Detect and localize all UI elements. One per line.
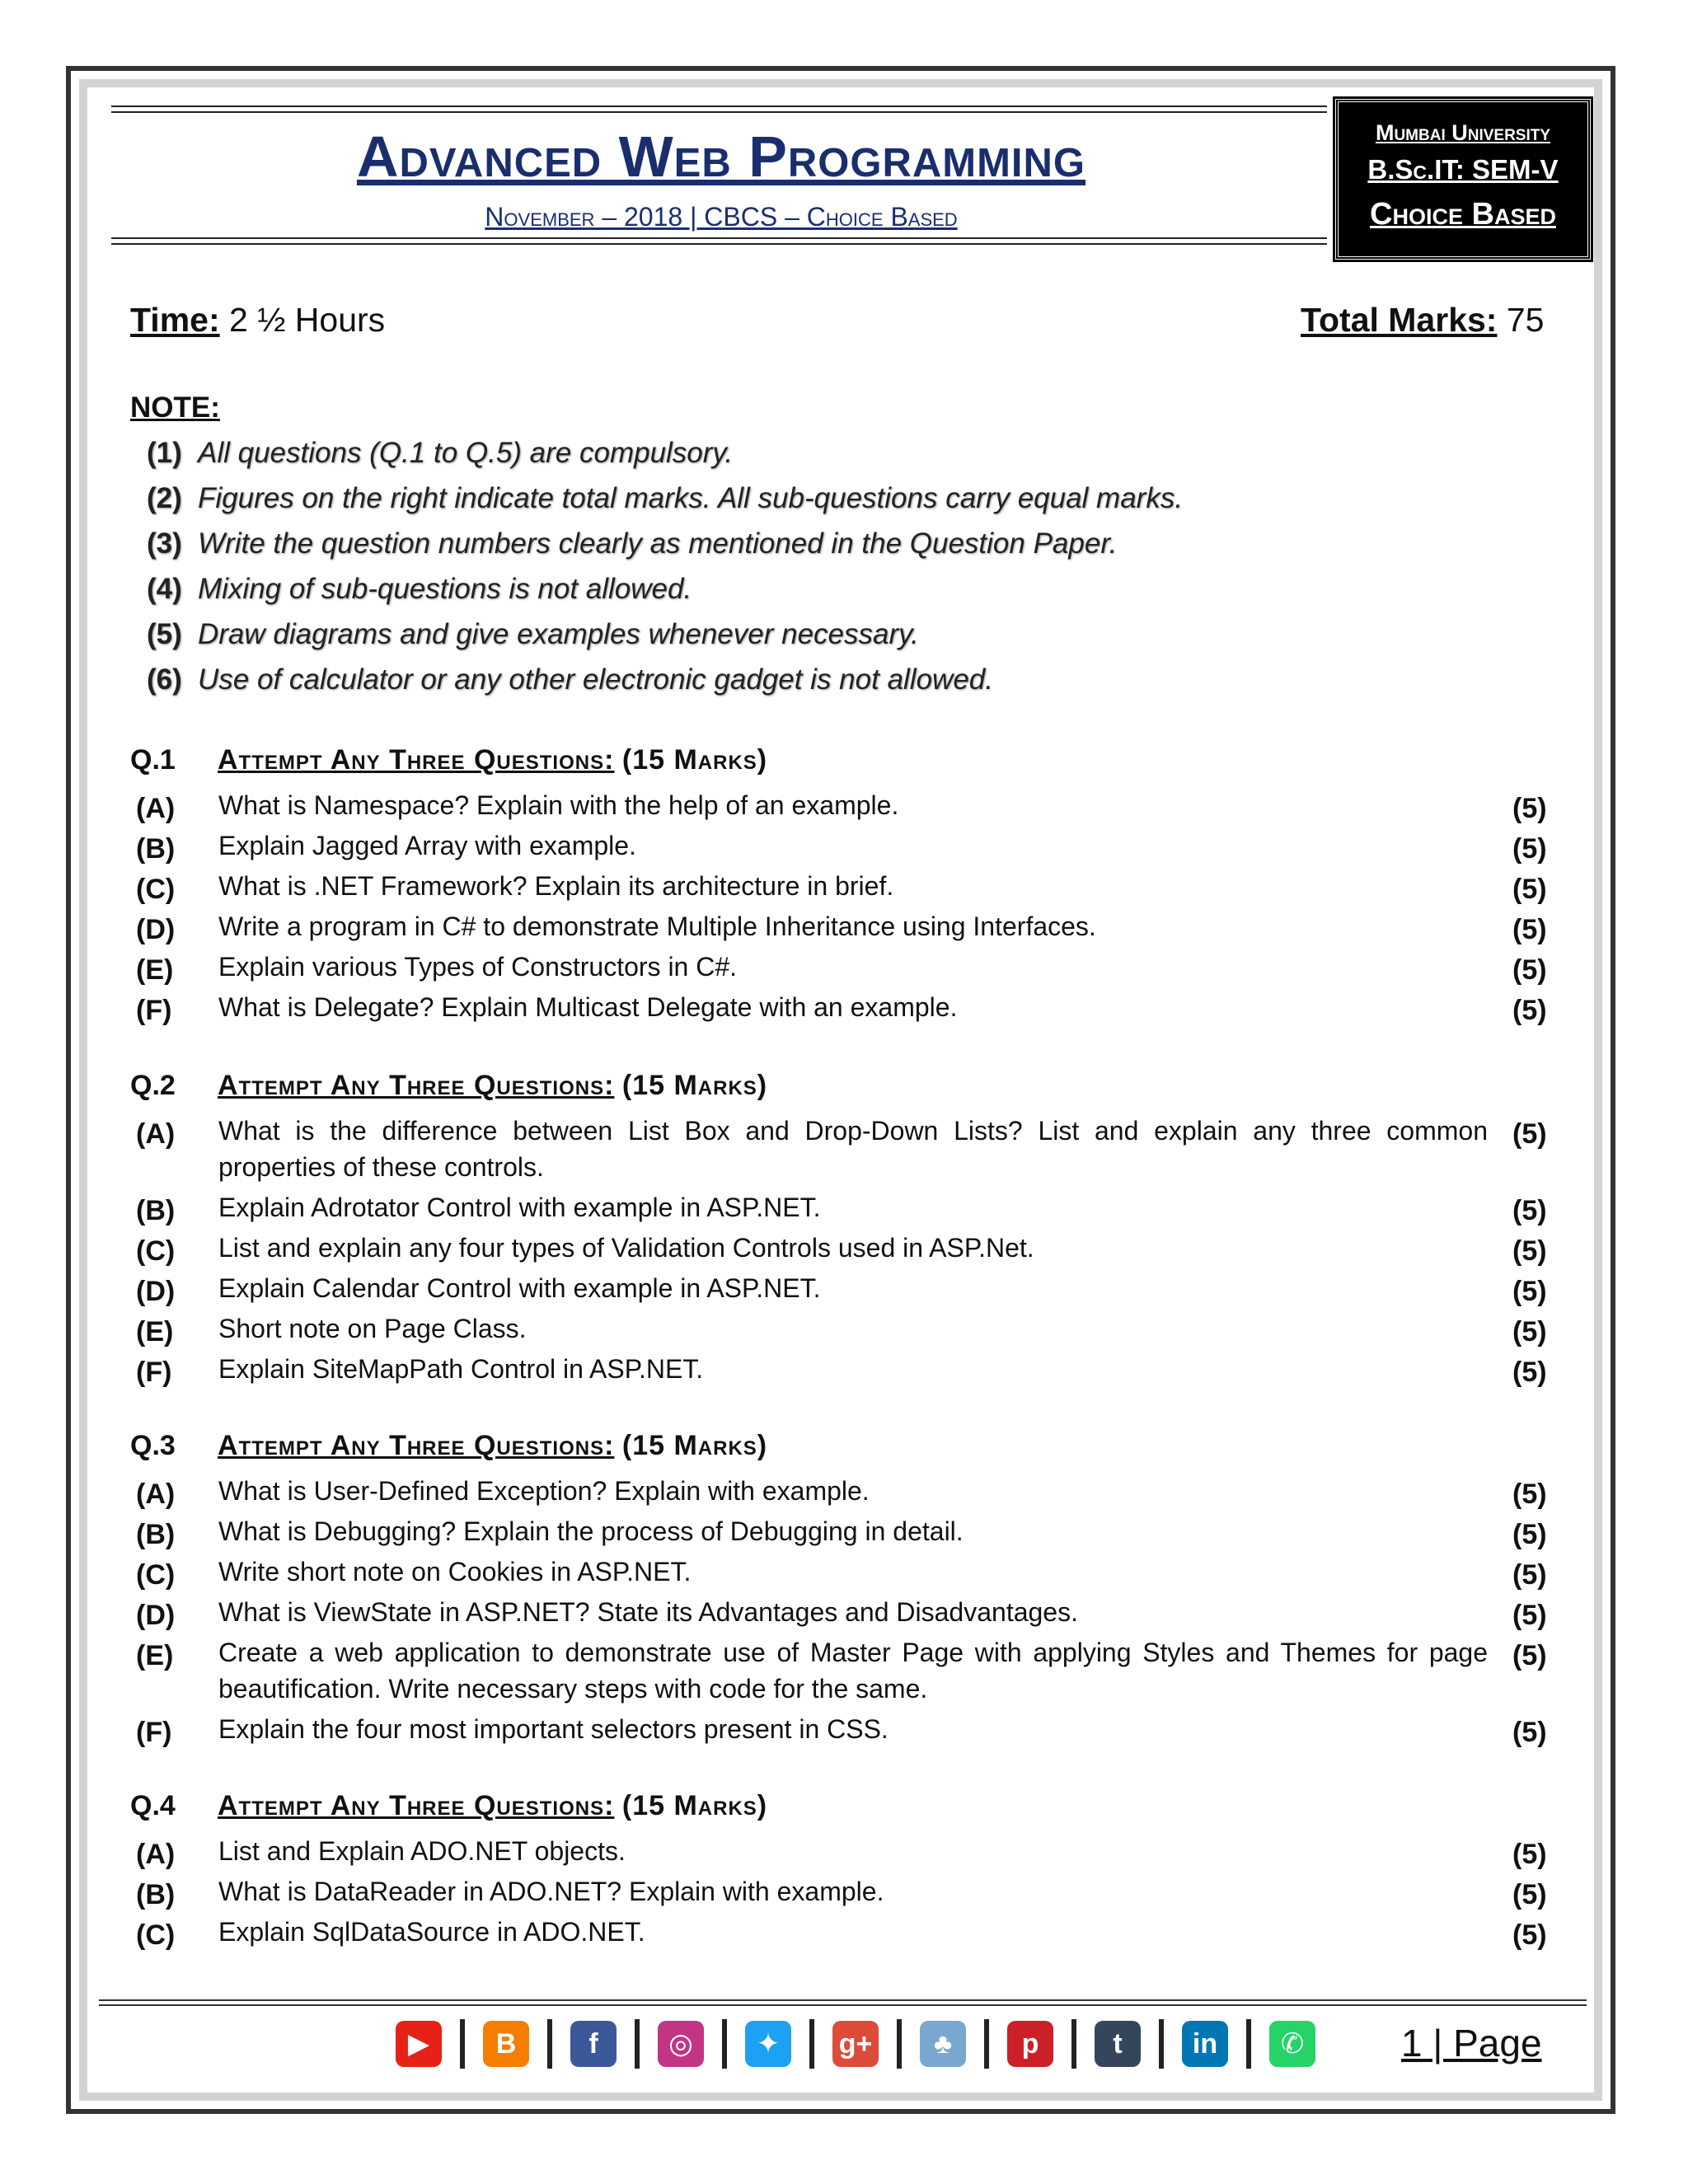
pinterest-icon[interactable]: p bbox=[1007, 2021, 1053, 2067]
icon-separator bbox=[984, 2019, 989, 2069]
page-title: Advanced Web Programming bbox=[356, 124, 1086, 189]
badge-course: B.Sc.IT: SEM-V bbox=[1367, 154, 1559, 185]
facebook-icon[interactable]: f bbox=[570, 2021, 617, 2067]
header-top-rule bbox=[111, 105, 1327, 113]
icon-separator bbox=[722, 2019, 727, 2069]
icon-separator bbox=[1071, 2019, 1076, 2069]
icon-separator bbox=[1159, 2019, 1164, 2069]
badge-scheme: Choice Based bbox=[1370, 197, 1556, 232]
page-number: 1 | Page bbox=[1401, 2022, 1542, 2064]
twitter-icon[interactable]: ✦ bbox=[745, 2021, 791, 2067]
question-heading: Q.3 Attempt Any Three Questions: (15 Marks) bbox=[130, 1430, 768, 1461]
tumblr-icon[interactable]: t bbox=[1095, 2021, 1141, 2067]
question-heading: Q.1 Attempt Any Three Questions: (15 Marks) bbox=[130, 744, 768, 776]
question-heading: Q.4 Attempt Any Three Questions: (15 Marks) bbox=[130, 1790, 768, 1821]
footer-rule bbox=[99, 1999, 1587, 2006]
whatsapp-icon[interactable]: ✆ bbox=[1269, 2021, 1315, 2067]
time-info bbox=[130, 301, 385, 340]
total-marks-label: Total Marks: bbox=[1301, 301, 1498, 339]
note-item: (3) Write the question numbers clearly as mentioned in the Question Paper. bbox=[147, 527, 1118, 560]
instagram-icon[interactable]: ◎ bbox=[658, 2021, 704, 2067]
university-badge bbox=[1335, 99, 1591, 260]
total-marks-info bbox=[1301, 301, 1544, 340]
linkedin-icon[interactable]: in bbox=[1182, 2021, 1228, 2067]
time-value: 2 ½ Hours bbox=[229, 301, 386, 339]
blogger-icon[interactable]: B bbox=[483, 2021, 529, 2067]
time-label: Time: bbox=[130, 301, 220, 339]
note-item: (2) Figures on the right indicate total marks. All sub-questions carry equal marks. bbox=[147, 482, 1184, 514]
social-icons bbox=[396, 2019, 1315, 2069]
header-bottom-rule bbox=[111, 237, 1327, 245]
note-item: (1) All questions (Q.1 to Q.5) are compulsory. bbox=[147, 437, 734, 469]
icon-separator bbox=[809, 2019, 814, 2069]
total-marks-value: 75 bbox=[1506, 301, 1545, 339]
note-item: (5) Draw diagrams and give examples whenever necessary. bbox=[147, 618, 919, 650]
note-title: NOTE: bbox=[130, 391, 220, 424]
icon-separator bbox=[897, 2019, 902, 2069]
page-subtitle: November – 2018 | CBCS – Choice Based bbox=[485, 202, 958, 232]
icon-separator bbox=[1246, 2019, 1251, 2069]
youtube-icon[interactable]: ▶ bbox=[396, 2021, 442, 2067]
icon-separator bbox=[547, 2019, 552, 2069]
question-heading: Q.2 Attempt Any Three Questions: (15 Marks) bbox=[130, 1070, 768, 1101]
slideshare-icon[interactable]: ♣ bbox=[920, 2021, 966, 2067]
icon-separator bbox=[635, 2019, 640, 2069]
badge-university: Mumbai University bbox=[1375, 120, 1551, 145]
google-plus-icon[interactable]: g+ bbox=[832, 2021, 879, 2067]
note-item: (6) Use of calculator or any other electronic gadget is not allowed. bbox=[147, 663, 993, 696]
icon-separator bbox=[460, 2019, 465, 2069]
note-item: (4) Mixing of sub-questions is not allowed. bbox=[147, 573, 692, 605]
